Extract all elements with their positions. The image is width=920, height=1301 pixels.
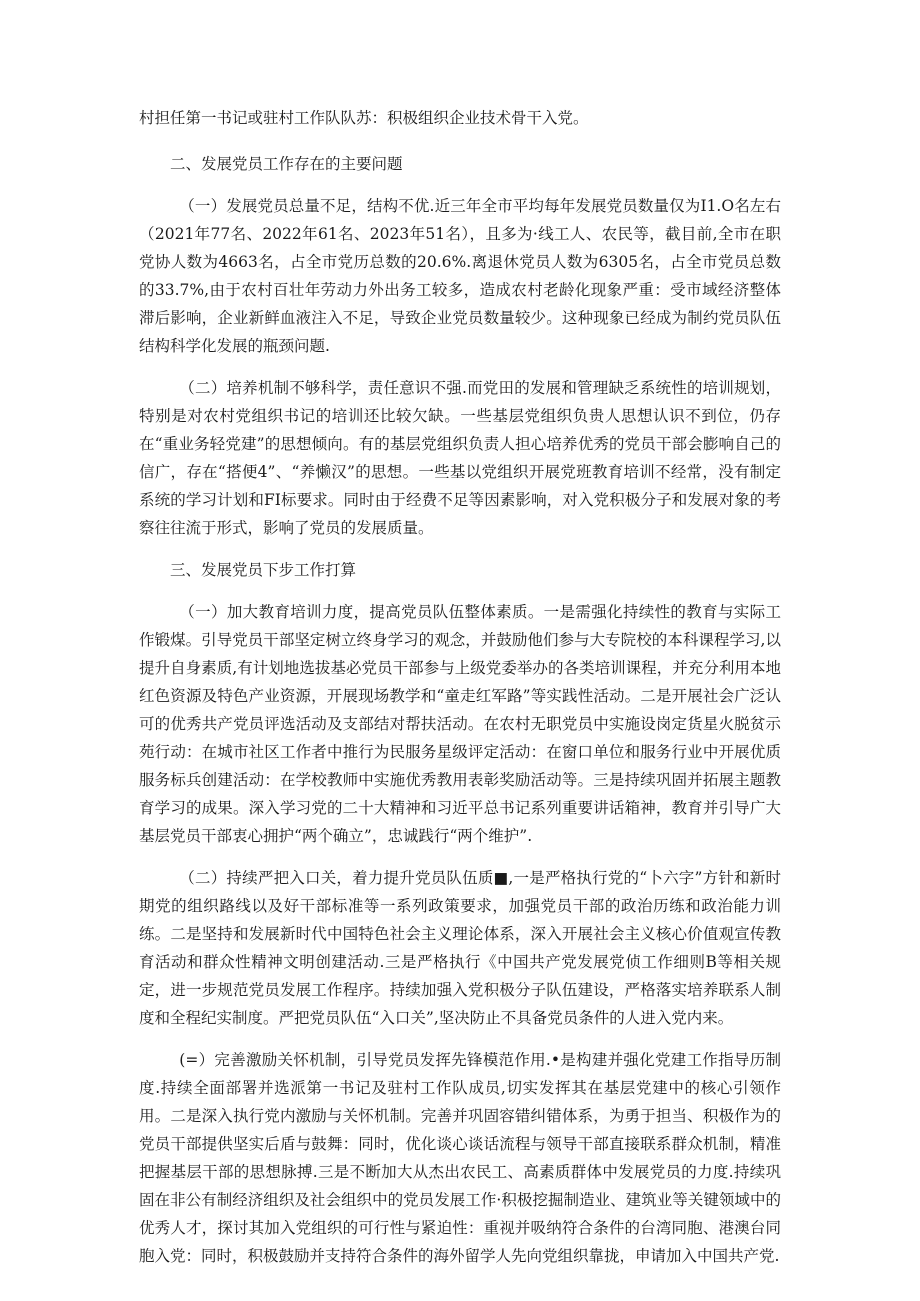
document-body <box>139 104 781 1284</box>
section-3-paragraph-2: （二）持续严把入口关，着力提升党员队伍质■,一是严格执行党的“卜六字”方针和新时期党的组织路线以及好干部标准等一系列政策要求，加强党员干部的政治历练和政治能力训练。二是坚持和发展新时代中国特色社会主义理论体系，深入开展社会主义核心价值观宣传教育活动和群众性精神文明创建活动.三是严格执行《中国共产党发展党侦工作细则B等相关规定，进一步规范党员发展工作程序。持续加强入党积极分子队伍建设，严格落实培养联系人制度和全程纪实制度。严把党员队伍“入口关”,坚决防止不具备党员条件的人进入党内来。 <box>139 869 781 1027</box>
intro-tail-text: 村担任第一书记或驻村工作队队苏：积极组织企业技术骨干入党。 <box>139 109 589 127</box>
section-2-heading: 二、发展党员工作存在的主要问题 <box>170 155 403 173</box>
section-2-paragraph-1: （一）发展党员总量不足，结构不优.近三年全市平均每年发展党员数量仅为I1.O名左右（2021年77名、2022年61名、2023年51名），且多为·线工人、农民等，截目前,全市在职党协人数为4663名，占全市党历总数的20.6%.离退休党员人数为6305名，占全市党员总数的33.7%,由于农村百壮年劳动力外出务工较多，造成农村老龄化现象严重：受市域经济整体滞后影响，企业新鲜血液注入不足，导致企业党员数量较少。这种现象已经成为制约党员队伍结构科学化发展的瓶颈问题. <box>139 197 781 355</box>
section-3-heading: 三、发展党员下步工作打算 <box>170 561 357 579</box>
section-3-paragraph-3: (=）完善激励关怀机制，引导党员发挥先锋模范作用.•是构建并强化党建工作指导历制度.持续全面部署并选派第一书记及驻村工作队成员,切实发挥其在基层党建中的核心引领作用。二是深入执行党内激励与关怀机制。完善并巩固容错纠错体系，为勇于担当、积极作为的党员干部提供坚实后盾与鼓舞：同时，优化谈心谈话流程与领导干部直接联系群众机制，精准把握基层干部的思想脉搏.三是不断加大从杰出农民工、高素质群体中发展党员的力度.持续巩固在非公有制经济组织及社会组织中的党员发展工作·积极挖掘制造业、建筑业等关键领域中的优秀人才，探讨其加入党组织的可行性与紧迫性：重视并吸纳符合条件的台湾同胞、港澳台同胞入党：同时，积极鼓励并支持符合条件的海外留学人先向党组织靠拢，申请加入中国共产党. <box>139 1051 781 1265</box>
section-2-paragraph-2: （二）培养机制不够科学，责任意识不强.而党田的发展和管理缺乏系统性的培训规划，特别是对农村党组织书记的培训还比较欠缺。一些基层党组织负贵人思想认识不到位，仍存在“重业务轻党建”的思想倾向。有的基层党组织负责人担心培养优秀的党员干部会膨响自己的信广，存在“搭便4”、“养懒汉”的思想。一些基以党组织开展党班教育培训不经常，没有制定系统的学习计划和FI标要求。同时由于经费不足等因素影响，对入党积极分子和发展对象的考察往往流于形式，影响了党员的发展质量。 <box>139 379 781 537</box>
section-3-paragraph-1: （一）加大教育培训力度，提高党员队伍整体素质。一是需强化持续性的教育与实际工作锻煤。引导党员干部坚定树立终身学习的观念，并鼓励他们参与大专院校的本科课程学习,以提升自身素质,有计划地选拔基必党员干部参与上级党委举办的各类培训课程，并充分利用本地红色资源及特色产业资源，开展现场教学和“童走红军路”等实践性活动。二是开展社会广泛认可的优秀共产党员评选活动及支部结对帮扶活动。在农村无职党员中实施设岗定货星火脱贫示苑行动：在城市社区工作者中推行为民服务星级评定活动：在窗口单位和服务行业中开展优质服务标兵创建活动：在学校教师中实施优秀教用表彰奖励活动等。三是持续巩固并拓展主题教育学习的成果。深入学习党的二十大精神和习近平总书记系列重要讲话箱神，教育并引导广大基层党员干部衷心拥护“两个确立”，忠诚践行“两个维护”. <box>139 603 781 845</box>
